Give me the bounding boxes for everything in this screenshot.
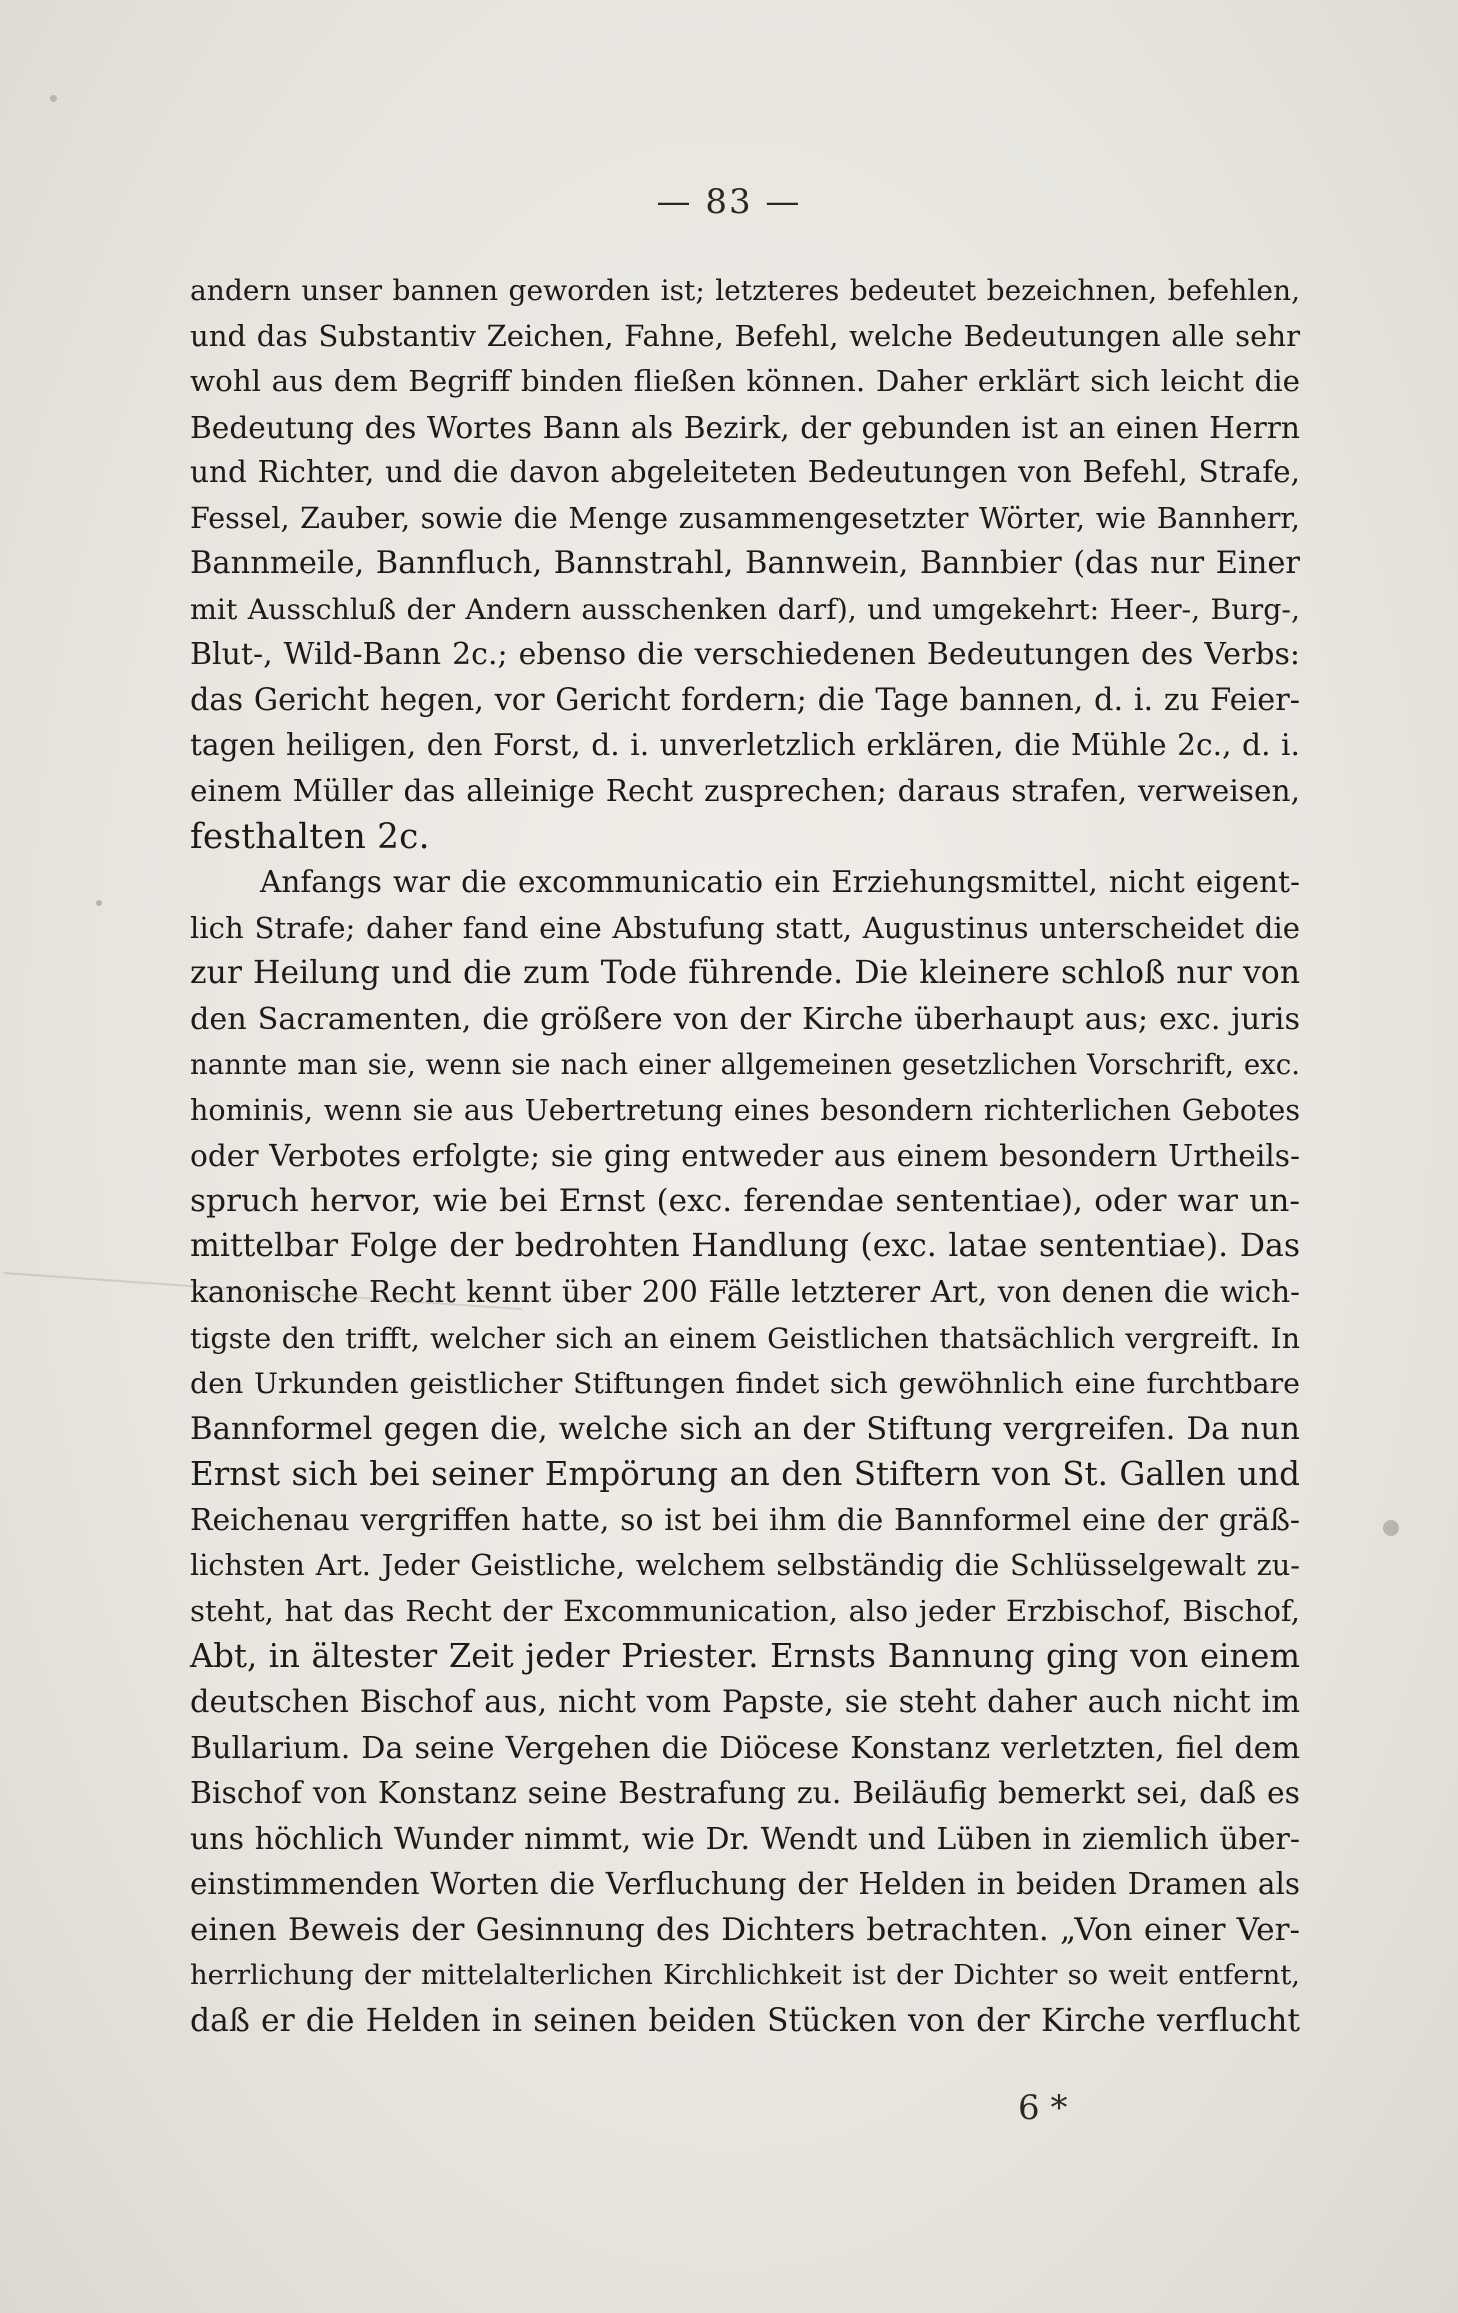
text-line: Bannformel gegen die, welche sich an der Stiftung vergreifen. Da nun (190, 1410, 1300, 1447)
text-line: zur Heilung und die zum Tode führende. Die kleinere schloß nur von (190, 955, 1300, 992)
text-line: lichsten Art. Jeder Geistliche, welchem selbständig die Schlüsselgewalt zu- (190, 1548, 1300, 1583)
text-line: Abt, in ältester Zeit jeder Priester. Ernsts Bannung ging von einem (190, 1637, 1300, 1676)
text-line: spruch hervor, wie bei Ernst (exc. ferendae sententiae), oder war un- (190, 1182, 1300, 1219)
text-line: nannte man sie, wenn sie nach einer allgemeinen gesetzlichen Vorschrift, exc. (190, 1048, 1300, 1082)
paper-speck (96, 900, 102, 906)
text-line: einstimmenden Worten die Verfluchung der Helden in beiden Dramen als (190, 1867, 1300, 1902)
body-text (190, 268, 1300, 2044)
text-line: uns höchlich Wunder nimmt, wie Dr. Wendt und Lüben in ziemlich über- (190, 1821, 1300, 1857)
text-line: einen Beweis der Gesinnung des Dichters betrachten. „Von einer Ver- (190, 1911, 1300, 1948)
text-line: tigste den trifft, welcher sich an einem Geistlichen thatsächlich vergreift. In (190, 1321, 1300, 1355)
text-line: den Sacramenten, die größere von der Kirche überhaupt aus; exc. juris (190, 1001, 1300, 1037)
text-line: daß er die Helden in seinen beiden Stücken von der Kirche verflucht (190, 2002, 1300, 2039)
text-line: einem Müller das alleinige Recht zusprechen; daraus strafen, verweisen, (190, 774, 1300, 809)
paper-speck (1383, 1520, 1399, 1536)
text-line: wohl aus dem Begriff binden fließen können. Daher erklärt sich leicht die (190, 364, 1300, 399)
text-line: festhalten 2c. (190, 816, 430, 857)
text-line: Ernst sich bei seiner Empörung an den Stiftern von St. Gallen und (190, 1455, 1300, 1494)
text-line: herrlichung der mittelalterlichen Kirchlichkeit ist der Dichter so weit entfernt, (190, 1960, 1300, 1992)
text-line: andern unser bannen geworden ist; letzteres bedeutet bezeichnen, befehlen, (190, 274, 1300, 307)
text-line: und das Substantiv Zeichen, Fahne, Befehl, welche Bedeutungen alle sehr (190, 318, 1300, 353)
text-line: steht, hat das Recht der Excommunication, also jeder Erzbischof, Bischof, (190, 1593, 1300, 1628)
text-line: und Richter, und die davon abgeleiteten Bedeutungen von Befehl, Strafe, (190, 455, 1300, 490)
page-number: — 83 — (656, 182, 802, 222)
text-line: deutschen Bischof aus, nicht vom Papste, sie steht daher auch nicht im (190, 1684, 1300, 1720)
text-line: oder Verbotes erfolgte; sie ging entweder aus einem besondern Urtheils- (190, 1138, 1300, 1174)
text-line: Reichenau vergriffen hatte, so ist bei ihm die Bannformel eine der gräß- (190, 1502, 1300, 1538)
text-line: Bullarium. Da seine Vergehen die Diöcese Konstanz verletzten, fiel dem (190, 1730, 1300, 1766)
text-line: das Gericht hegen, vor Gericht fordern; die Tage bannen, d. i. zu Feier- (190, 682, 1300, 718)
text-line: Bannmeile, Bannfluch, Bannstrahl, Bannwein, Bannbier (das nur Einer (190, 546, 1300, 582)
text-line: Bedeutung des Wortes Bann als Bezirk, der gebunden ist an einen Herrn (190, 409, 1300, 445)
text-line: lich Strafe; daher fand eine Abstufung statt, Augustinus unterscheidet die (190, 910, 1300, 945)
text-line: tagen heiligen, den Forst, d. i. unverletzlich erklären, die Mühle 2c., d. i. (190, 728, 1300, 764)
text-line: Bischof von Konstanz seine Bestrafung zu. Beiläufig bemerkt sei, daß es (190, 1776, 1300, 1812)
paper-speck (50, 95, 57, 102)
text-line: den Urkunden geistlicher Stiftungen findet sich gewöhnlich eine furchtbare (190, 1367, 1300, 1401)
text-line: kanonische Recht kennt über 200 Fälle letzterer Art, von denen die wich- (190, 1275, 1300, 1310)
text-line: Fessel, Zauber, sowie die Menge zusammengesetzter Wörter, wie Bannherr, (190, 500, 1300, 535)
text-line: mittelbar Folge der bedrohten Handlung (exc. latae sententiae). Das (190, 1228, 1300, 1265)
text-line: mit Ausschluß der Andern ausschenken darf), und umgekehrt: Heer-, Burg-, (190, 592, 1300, 626)
text-line: Blut-, Wild-Bann 2c.; ebenso die verschiedenen Bedeutungen des Verbs: (190, 637, 1300, 673)
printer-signature: 6 * (1018, 2088, 1068, 2128)
text-line: hominis, wenn sie aus Uebertretung eines besondern richterlichen Gebotes (190, 1092, 1300, 1127)
text-line: Anfangs war die excommunicatio ein Erziehungsmittel, nicht eigent- (260, 865, 1300, 900)
